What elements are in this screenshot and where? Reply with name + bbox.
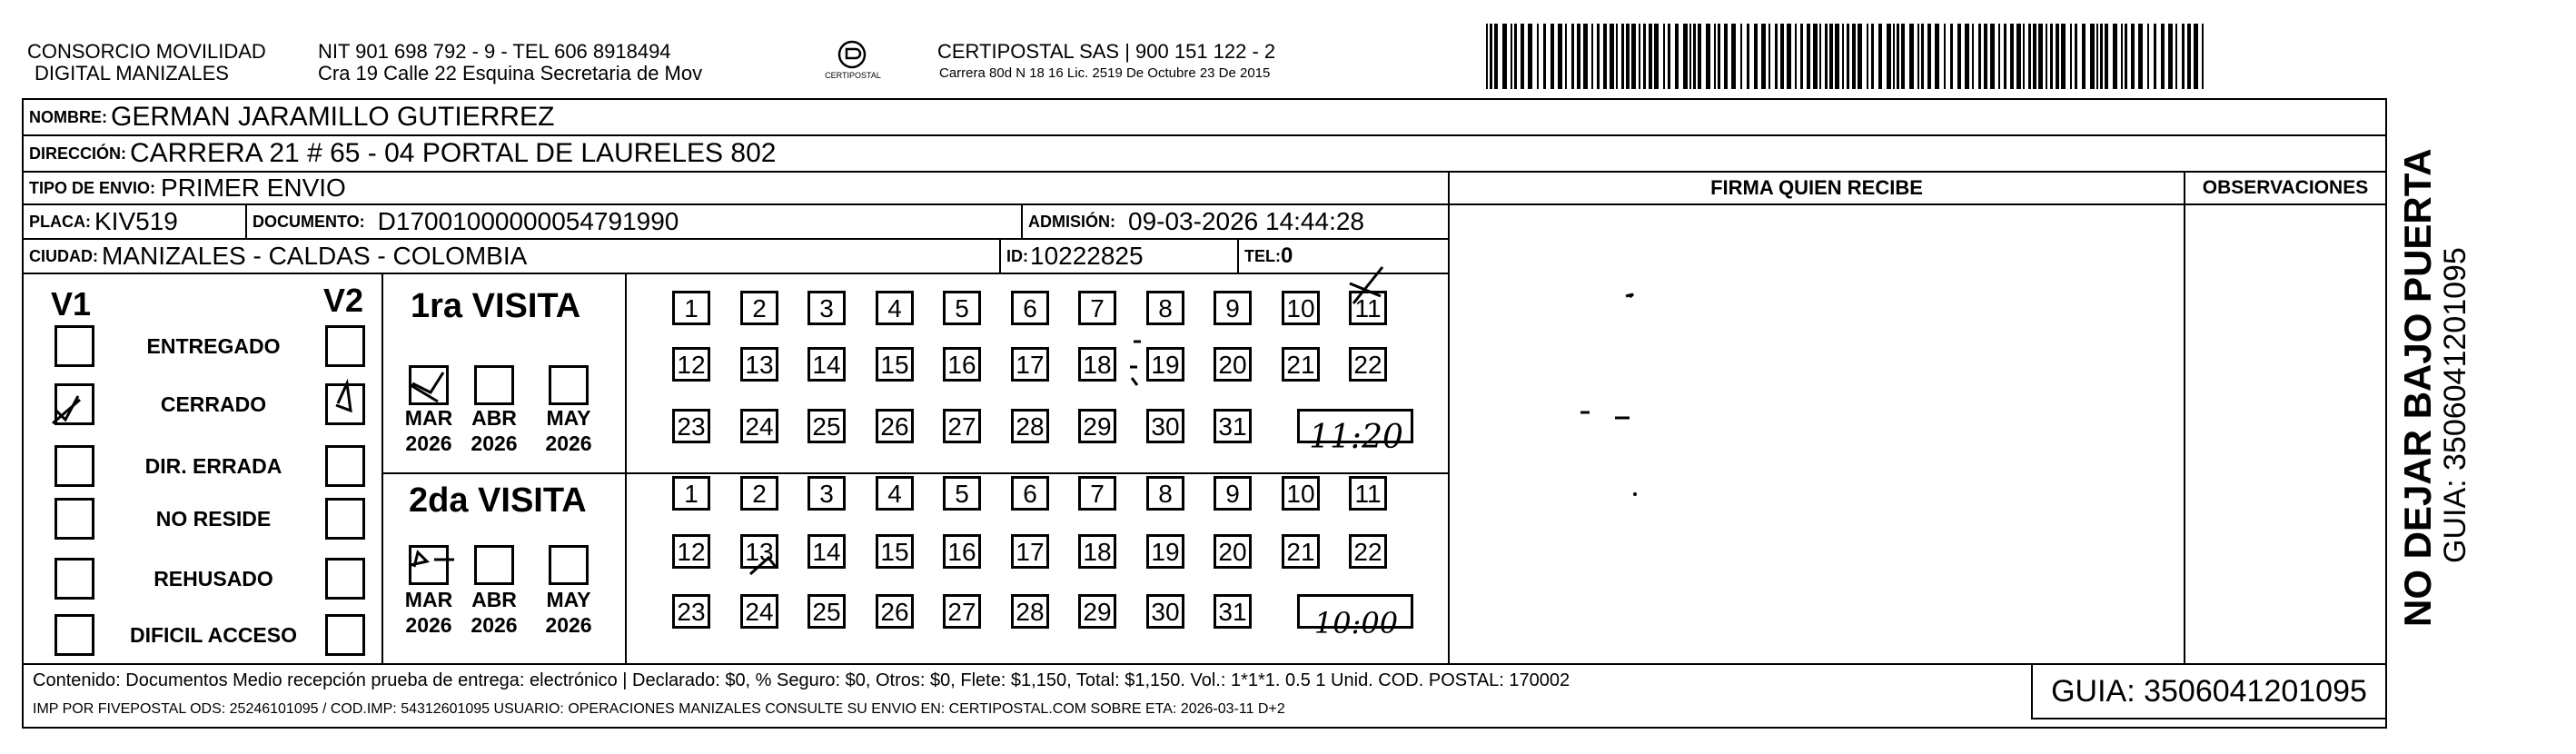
admision-value: 09-03-2026 14:44:28: [1128, 207, 1364, 235]
barcode-bar: [2138, 24, 2143, 89]
barcode-bar: [1871, 24, 1874, 89]
company-name-line2: DIGITAL MANIZALES: [35, 62, 229, 84]
month-checkbox[interactable]: [474, 365, 514, 405]
day-box[interactable]: 21: [1282, 534, 1320, 569]
barcode-bar: [1486, 24, 1488, 89]
barcode-bar: [1558, 24, 1562, 89]
placa-value: KIV519: [94, 207, 178, 235]
v1-checkbox[interactable]: [54, 558, 94, 600]
day-box[interactable]: 13: [740, 534, 778, 569]
barcode-bar: [1747, 24, 1749, 89]
v1-checkbox[interactable]: [54, 383, 94, 425]
barcode-bar: [1603, 24, 1607, 89]
day-box[interactable]: 4: [876, 291, 914, 325]
barcode-bar: [1571, 24, 1574, 89]
nit-line: NIT 901 698 792 - 9 - TEL 606 8918494: [318, 40, 671, 63]
tipo-envio-value: PRIMER ENVIO: [161, 174, 346, 202]
barcode-bar: [2131, 24, 2135, 89]
day-box[interactable]: 2: [740, 291, 778, 325]
v2-checkbox[interactable]: [325, 558, 365, 600]
tel-cell: [1237, 238, 1450, 274]
id-cell: [999, 238, 1239, 274]
barcode-bar: [1819, 24, 1821, 89]
month-year: 2026: [471, 432, 518, 455]
carrier-line2: Carrera 80d N 18 16 Lic. 2519 De Octubre 23 De 2015: [939, 65, 1271, 81]
barcode-bar: [2028, 24, 2031, 89]
barcode-bar: [1921, 24, 1924, 89]
barcode-bar: [1978, 24, 1981, 89]
direccion-row: [22, 134, 2387, 173]
barcode-bar: [1807, 24, 1810, 89]
barcode-bar: [2010, 24, 2014, 89]
month-label: MAY: [546, 406, 591, 430]
day-box[interactable]: 10: [1282, 291, 1320, 325]
barcode-bar: [1984, 24, 1987, 89]
barcode-bar: [1683, 24, 1688, 89]
day-box[interactable]: 14: [807, 534, 846, 569]
day-box[interactable]: 11: [1349, 291, 1387, 325]
month-year: 2026: [471, 613, 518, 637]
barcode-bar: [1565, 24, 1567, 89]
day-box[interactable]: 5: [943, 476, 981, 511]
barcode-bar: [1649, 24, 1652, 89]
no-dejar-bajo-puerta: NO DEJAR BAJO PUERTA: [2396, 148, 2439, 627]
day-box[interactable]: 16: [943, 347, 981, 382]
barcode-bar: [2016, 24, 2021, 89]
day-box[interactable]: 27: [943, 409, 981, 443]
day-box[interactable]: 3: [807, 476, 846, 511]
month-label: MAR: [404, 588, 453, 611]
day-box[interactable]: 26: [876, 594, 914, 629]
barcode-bar: [2125, 24, 2127, 89]
v1-header: V1: [51, 285, 92, 322]
barcode-bar: [1813, 24, 1818, 89]
barcode-bar: [1990, 24, 1995, 89]
day-box[interactable]: 28: [1011, 409, 1049, 443]
barcode-bar: [1858, 24, 1862, 89]
barcode-bar: [1597, 24, 1600, 89]
day-box[interactable]: 24: [740, 409, 778, 443]
barcode-bar: [1551, 24, 1554, 89]
day-box[interactable]: 23: [672, 409, 710, 443]
nombre-label: NOMBRE:: [29, 107, 107, 126]
barcode-bar: [1761, 24, 1766, 89]
v2-checkbox[interactable]: [325, 325, 365, 367]
day-box[interactable]: 14: [807, 347, 846, 382]
documento-label: DOCUMENTO:: [253, 212, 365, 231]
day-box[interactable]: 30: [1146, 409, 1184, 443]
status-label: DIFICIL ACCESO: [129, 623, 297, 647]
barcode-bar: [1714, 24, 1716, 89]
barcode-bar: [1528, 24, 1532, 89]
day-box[interactable]: 24: [740, 594, 778, 629]
barcode-bar: [1972, 24, 1974, 89]
barcode-bar: [2161, 24, 2165, 89]
barcode-bar: [1724, 24, 1728, 89]
month-checkbox[interactable]: [409, 545, 449, 585]
barcode-bar: [1927, 24, 1931, 89]
admision-cell: [1021, 203, 1450, 240]
v1-checkbox[interactable]: [54, 445, 94, 487]
day-box[interactable]: 22: [1349, 347, 1387, 382]
barcode-bar: [1852, 24, 1856, 89]
day-box[interactable]: 16: [943, 534, 981, 569]
footer-imp: IMP POR FIVEPOSTAL ODS: 25246101095 / COD.IMP: 54312601095 USUARIO: OPERACIONES MANIZALES CONSULTE SU ENVIO EN: CERTIPOSTAL.COM SOBRE ETA: 2026-03-11 D+2: [33, 701, 1285, 717]
day-box[interactable]: 10: [1282, 476, 1320, 511]
documento-cell: [245, 203, 1023, 240]
barcode-bar: [2082, 24, 2086, 89]
barcode-bar: [1543, 24, 1546, 89]
footer-contenido: Contenido: Documentos Medio recepción prueba de entrega: electrónico | Declarado: $0, % Seguro: $0, Otros: $0, Flete: $1,150, Total: $1,150. Vol.: 1*1*1. 0.5 1 Unid. COD. POSTAL: 170002: [33, 670, 1570, 690]
day-box[interactable]: 26: [876, 409, 914, 443]
day-box[interactable]: 6: [1011, 476, 1049, 511]
barcode-bar: [1621, 24, 1624, 89]
guia-box-value: GUIA: 3506041201095: [2051, 674, 2367, 709]
month-year: 2026: [405, 432, 452, 455]
day-box[interactable]: 15: [876, 347, 914, 382]
v2-checkbox[interactable]: [325, 383, 365, 425]
id-label: ID:: [1006, 246, 1028, 265]
day-box[interactable]: 13: [740, 347, 778, 382]
documento-value: D17001000000054791990: [377, 207, 679, 235]
barcode-bar: [1514, 24, 1517, 89]
v1-checkbox[interactable]: [54, 614, 94, 656]
barcode-bar: [2113, 24, 2117, 89]
barcode-bar: [1502, 24, 1507, 89]
ciudad-label: CIUDAD:: [29, 246, 98, 265]
v2-header: V2: [323, 282, 364, 319]
barcode-bar: [1944, 24, 1946, 89]
ciudad-cell: [22, 238, 1001, 274]
barcode-bar: [1591, 24, 1593, 89]
day-box[interactable]: 17: [1011, 347, 1049, 382]
month-checkbox[interactable]: [549, 365, 589, 405]
day-box[interactable]: 9: [1214, 291, 1252, 325]
barcode-bar: [1825, 24, 1828, 89]
barcode-bar: [1917, 24, 1919, 89]
tel-value: 0: [1281, 243, 1293, 268]
day-box[interactable]: 12: [672, 534, 710, 569]
barcode-bar: [1537, 24, 1539, 89]
barcode-bar: [1829, 24, 1833, 89]
address-line: Cra 19 Calle 22 Esquina Secretaria de Mov: [318, 62, 703, 84]
v2-checkbox[interactable]: [325, 445, 365, 487]
day-box[interactable]: 15: [876, 534, 914, 569]
barcode: [1486, 24, 2213, 89]
day-box[interactable]: 22: [1349, 534, 1387, 569]
barcode-bar: [1740, 24, 1742, 89]
barcode-bar: [2121, 24, 2123, 89]
barcode-bar: [1675, 24, 1679, 89]
barcode-bar: [1867, 24, 1868, 89]
tipo-envio-row: [22, 171, 1450, 205]
day-box[interactable]: 23: [672, 594, 710, 629]
day-box[interactable]: 28: [1011, 594, 1049, 629]
v2-checkbox[interactable]: [325, 614, 365, 656]
day-box[interactable]: 20: [1214, 347, 1252, 382]
barcode-bar: [2023, 24, 2025, 89]
barcode-bar: [1897, 24, 1899, 89]
observaciones-header: [2184, 171, 2387, 205]
barcode-bar: [2100, 24, 2103, 89]
barcode-bar: [1835, 24, 1839, 89]
first-visit-time: 11:20: [1309, 419, 1403, 456]
status-label: ENTREGADO: [146, 334, 281, 358]
tipo-envio-label: TIPO DE ENVIO:: [29, 178, 156, 197]
day-box[interactable]: 1: [672, 291, 710, 325]
signature-area[interactable]: [1453, 205, 2180, 663]
carrier-line1: CERTIPOSTAL SAS | 900 151 122 - 2: [937, 40, 1276, 63]
admision-label: ADMISIÓN:: [1028, 212, 1115, 231]
barcode-bar: [2056, 24, 2059, 89]
barcode-bar: [1511, 24, 1512, 89]
month-label: MAY: [546, 588, 591, 611]
company-name-line1: CONSORCIO MOVILIDAD: [27, 40, 266, 63]
month-checkbox[interactable]: [474, 545, 514, 585]
barcode-bar: [1935, 24, 1939, 89]
barcode-bar: [2038, 24, 2043, 89]
barcode-bar: [1616, 24, 1618, 89]
day-box[interactable]: 11: [1349, 476, 1387, 511]
barcode-bar: [1800, 24, 1803, 89]
certipostal-logo: [825, 36, 881, 84]
nombre-value: GERMAN JARAMILLO GUTIERREZ: [111, 102, 555, 132]
barcode-bar: [2070, 24, 2072, 89]
barcode-bar: [1775, 24, 1778, 89]
barcode-bar: [2187, 24, 2191, 89]
barcode-bar: [1494, 24, 1498, 89]
day-box[interactable]: 7: [1078, 476, 1116, 511]
day-box[interactable]: 4: [876, 476, 914, 511]
day-box[interactable]: 7: [1078, 291, 1116, 325]
barcode-bar: [1887, 24, 1891, 89]
month-label: ABR: [471, 588, 517, 611]
barcode-bar: [2046, 24, 2047, 89]
day-box[interactable]: 21: [1282, 347, 1320, 382]
second-visit-title: 2da VISITA: [409, 481, 587, 520]
id-value: 10222825: [1030, 242, 1144, 270]
barcode-bar: [1663, 24, 1665, 89]
day-box[interactable]: 9: [1214, 476, 1252, 511]
barcode-bar: [1847, 24, 1849, 89]
nombre-row: [22, 98, 2387, 136]
barcode-bar: [1521, 24, 1524, 89]
barcode-bar: [2050, 24, 2053, 89]
month-checkbox[interactable]: [409, 365, 449, 405]
status-label: CERRADO: [160, 392, 267, 416]
day-box[interactable]: 29: [1078, 594, 1116, 629]
barcode-bar: [2075, 24, 2077, 89]
barcode-bar: [1706, 24, 1710, 89]
day-box[interactable]: 18: [1078, 534, 1116, 569]
status-label: NO RESIDE: [155, 507, 272, 531]
barcode-bar: [1878, 24, 1882, 89]
barcode-bar: [1693, 24, 1696, 89]
first-visit-title: 1ra VISITA: [411, 287, 581, 325]
barcode-bar: [1893, 24, 1895, 89]
barcode-bar: [1654, 24, 1659, 89]
barcode-bar: [1901, 24, 1905, 89]
day-box[interactable]: 17: [1011, 534, 1049, 569]
month-year: 2026: [405, 613, 452, 637]
barcode-bar: [1631, 24, 1636, 89]
status-label: REHUSADO: [154, 567, 273, 590]
day-box[interactable]: 3: [807, 291, 846, 325]
barcode-bar: [2154, 24, 2156, 89]
day-box[interactable]: 8: [1146, 476, 1184, 511]
month-year: 2026: [545, 432, 592, 455]
barcode-bar: [1718, 24, 1720, 89]
month-checkbox[interactable]: [549, 545, 589, 585]
v1-checkbox[interactable]: [54, 498, 94, 540]
barcode-bar: [1909, 24, 1914, 89]
barcode-bar: [2004, 24, 2006, 89]
placa-cell: [22, 203, 247, 240]
barcode-bar: [2061, 24, 2066, 89]
day-box[interactable]: 20: [1214, 534, 1252, 569]
month-label: MAR: [404, 406, 453, 430]
barcode-bar: [1698, 24, 1701, 89]
barcode-bar: [2147, 24, 2149, 89]
day-box[interactable]: 31: [1214, 594, 1252, 629]
barcode-bar: [1842, 24, 1844, 89]
guia-box: [2031, 663, 2387, 719]
barcode-bar: [1780, 24, 1784, 89]
barcode-bar: [1965, 24, 1969, 89]
barcode-bar: [1626, 24, 1630, 89]
firma-title: FIRMA QUIEN RECIBE: [1710, 176, 1923, 199]
barcode-bar: [1639, 24, 1640, 89]
day-box[interactable]: 25: [807, 594, 846, 629]
barcode-bar: [2105, 24, 2108, 89]
day-box[interactable]: 29: [1078, 409, 1116, 443]
barcode-bar: [2090, 24, 2095, 89]
barcode-bar: [2175, 24, 2177, 89]
tel-label: TEL:: [1244, 246, 1281, 265]
day-box[interactable]: 31: [1214, 409, 1252, 443]
day-box[interactable]: 18: [1078, 347, 1116, 382]
barcode-bar: [2202, 24, 2204, 89]
barcode-bar: [1689, 24, 1691, 89]
day-box[interactable]: 25: [807, 409, 846, 443]
ciudad-value: MANIZALES - CALDAS - COLOMBIA: [102, 242, 528, 270]
barcode-bar: [1668, 24, 1670, 89]
barcode-bar: [2194, 24, 2198, 89]
barcode-bar: [1643, 24, 1646, 89]
month-year: 2026: [545, 613, 592, 637]
barcode-bar: [1583, 24, 1588, 89]
v2-checkbox[interactable]: [325, 498, 365, 540]
side-guia: GUIA: 3506041201095: [2438, 247, 2472, 563]
day-box[interactable]: 2: [740, 476, 778, 511]
barcode-bar: [1787, 24, 1791, 89]
firma-header: [1448, 171, 2185, 205]
day-box[interactable]: 12: [672, 347, 710, 382]
day-box[interactable]: 8: [1146, 291, 1184, 325]
logo-caption: CERTIPOSTAL: [825, 71, 881, 80]
day-box[interactable]: 6: [1011, 291, 1049, 325]
barcode-bar: [2182, 24, 2185, 89]
second-visit-time: 10:00: [1313, 606, 1399, 640]
barcode-bar: [1769, 24, 1770, 89]
barcode-bar: [2168, 24, 2173, 89]
day-box[interactable]: 27: [943, 594, 981, 629]
barcode-bar: [2096, 24, 2098, 89]
barcode-bar: [1577, 24, 1580, 89]
barcode-bar: [1490, 24, 1492, 89]
barcode-bar: [1731, 24, 1736, 89]
observaciones-area[interactable]: [2184, 203, 2387, 665]
day-box[interactable]: 1: [672, 476, 710, 511]
status-label: DIR. ERRADA: [144, 454, 282, 478]
barcode-bar: [2033, 24, 2036, 89]
barcode-bar: [1754, 24, 1758, 89]
barcode-bar: [1795, 24, 1797, 89]
month-label: ABR: [471, 406, 517, 430]
direccion-label: DIRECCIÓN:: [29, 144, 126, 163]
direccion-value: CARRERA 21 # 65 - 04 PORTAL DE LAURELES 802: [130, 138, 777, 168]
barcode-bar: [1610, 24, 1614, 89]
day-box[interactable]: 19: [1146, 534, 1184, 569]
barcode-bar: [1998, 24, 2000, 89]
placa-label: PLACA:: [29, 212, 91, 231]
observaciones-title: OBSERVACIONES: [2202, 177, 2369, 198]
day-box[interactable]: 30: [1146, 594, 1184, 629]
day-box[interactable]: 19: [1146, 347, 1184, 382]
barcode-bar: [1950, 24, 1953, 89]
v1-checkbox[interactable]: [54, 325, 94, 367]
day-box[interactable]: 5: [943, 291, 981, 325]
barcode-bar: [1957, 24, 1961, 89]
